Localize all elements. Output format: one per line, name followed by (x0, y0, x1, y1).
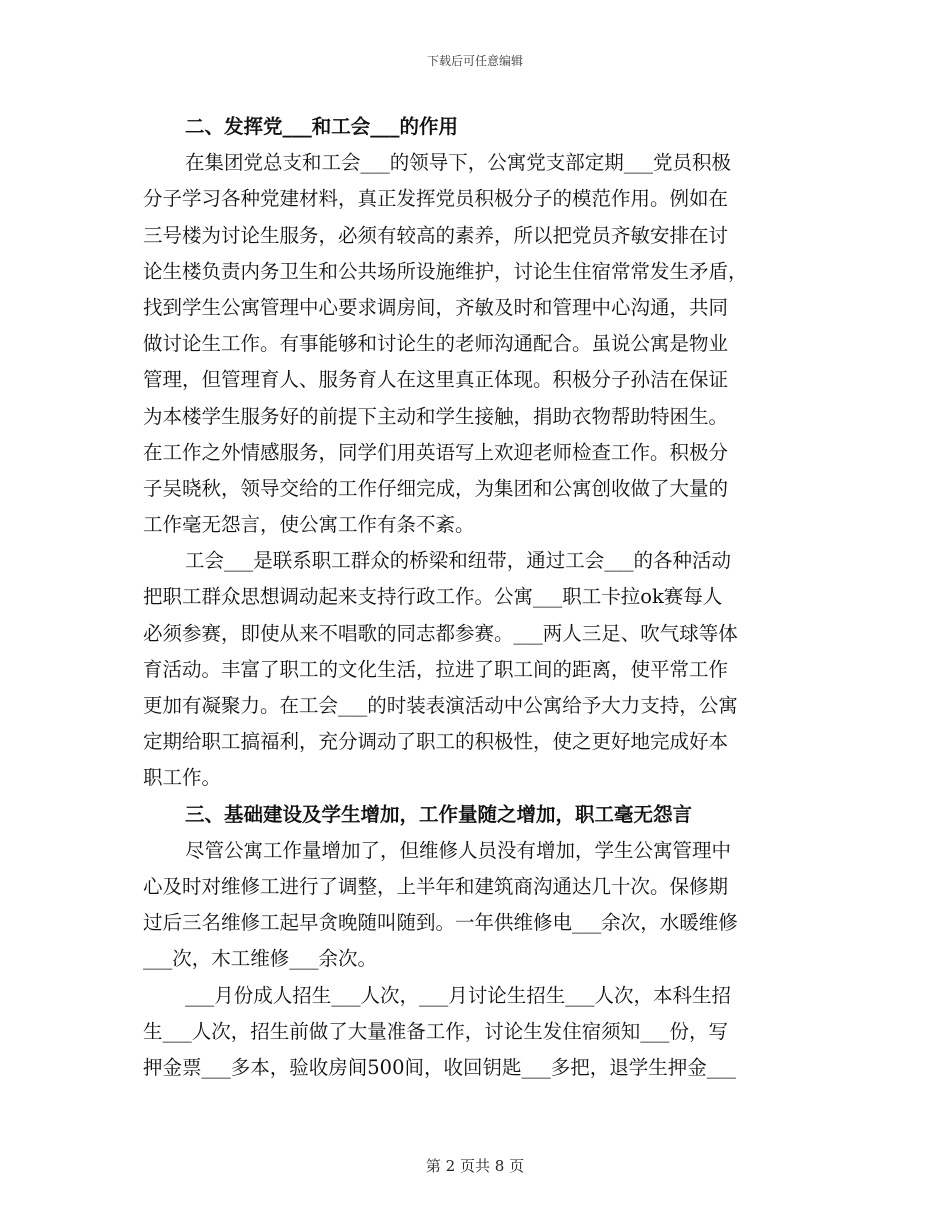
text-line: ___月份成人招生___人次，___月讨论生招生___人次，本科生招 (185, 983, 732, 1007)
text-line: 育活动。丰富了职工的文化生活，拉进了职工间的距离，使平常工作 (143, 657, 729, 681)
text-line: 子吴晓秋，领导交给的工作仔细完成，为集团和公寓创收做了大量的 (143, 476, 729, 500)
text-line: 把职工群众思想调动起来支持行政工作。公寓___职工卡拉ok赛每人 (143, 585, 723, 609)
text-line: 工会___是联系职工群众的桥梁和纽带，通过工会___的各种活动 (185, 549, 732, 573)
text-line: ___次，木工维修___余次。 (143, 947, 378, 971)
text-line: 论生楼负责内务卫生和公共场所设施维护，讨论生住宿常常发生矛盾， (143, 259, 748, 283)
text-line: 为本楼学生服务好的前提下主动和学生接触，捐助衣物帮助特困生。 (143, 404, 729, 428)
text-line: 在集团党总支和工会___的领导下，公寓党支部定期___党员积极 (185, 151, 732, 175)
text-line: 过后三名维修工起早贪晚随叫随到。一年供维修电___余次，水暖维修 (143, 911, 738, 935)
section-heading: 三、基础建设及学生增加，工作量随之增加，职工毫无怨言 (185, 802, 693, 826)
text-line: 找到学生公寓管理中心要求调房间，齐敏及时和管理中心沟通，共同 (143, 295, 729, 319)
text-line: 三号楼为讨论生服务，必须有较高的素养，所以把党员齐敏安排在讨 (143, 223, 729, 247)
text-line: 做讨论生工作。有事能够和讨论生的老师沟通配合。虽说公寓是物业 (143, 332, 729, 356)
text-line: 押金票___多本，验收房间500间，收回钥匙___多把，退学生押金___ (143, 1055, 736, 1079)
text-line: 在工作之外情感服务，同学们用英语写上欢迎老师检查工作。积极分 (143, 440, 729, 464)
text-line: 管理，但管理育人、服务育人在这里真正体现。积极分子孙洁在保证 (143, 368, 729, 392)
section-heading: 二、发挥党___和工会___的作用 (185, 115, 459, 138)
document-body (143, 109, 807, 1086)
text-line: 职工作。 (143, 766, 222, 790)
page-header: 下载后可任意编辑 (426, 54, 523, 68)
text-line: 心及时对维修工进行了调整，上半年和建筑商沟通达几十次。保修期 (143, 874, 729, 898)
text-line: 分子学习各种党建材料，真正发挥党员积极分子的模范作用。例如在 (143, 187, 729, 211)
text-line: 必须参赛，即使从来不唱歌的同志都参赛。___两人三足、吹气球等体 (143, 621, 738, 645)
text-line: 更加有凝聚力。在工会___的时装表演活动中公寓给予大力支持，公寓 (143, 694, 738, 717)
text-line: 定期给职工搞福利，充分调动了职工的积极性，使之更好地完成好本 (143, 730, 729, 754)
text-line: 生___人次，招生前做了大量准备工作，讨论生发住宿须知___份，写 (143, 1019, 729, 1043)
text-line: 尽管公寓工作量增加了，但维修人员没有增加，学生公寓管理中 (185, 838, 732, 862)
page-footer: 第 2 页共 8 页 (425, 1157, 525, 1175)
text-line: 工作毫无怨言，使公寓工作有条不紊。 (143, 513, 475, 537)
